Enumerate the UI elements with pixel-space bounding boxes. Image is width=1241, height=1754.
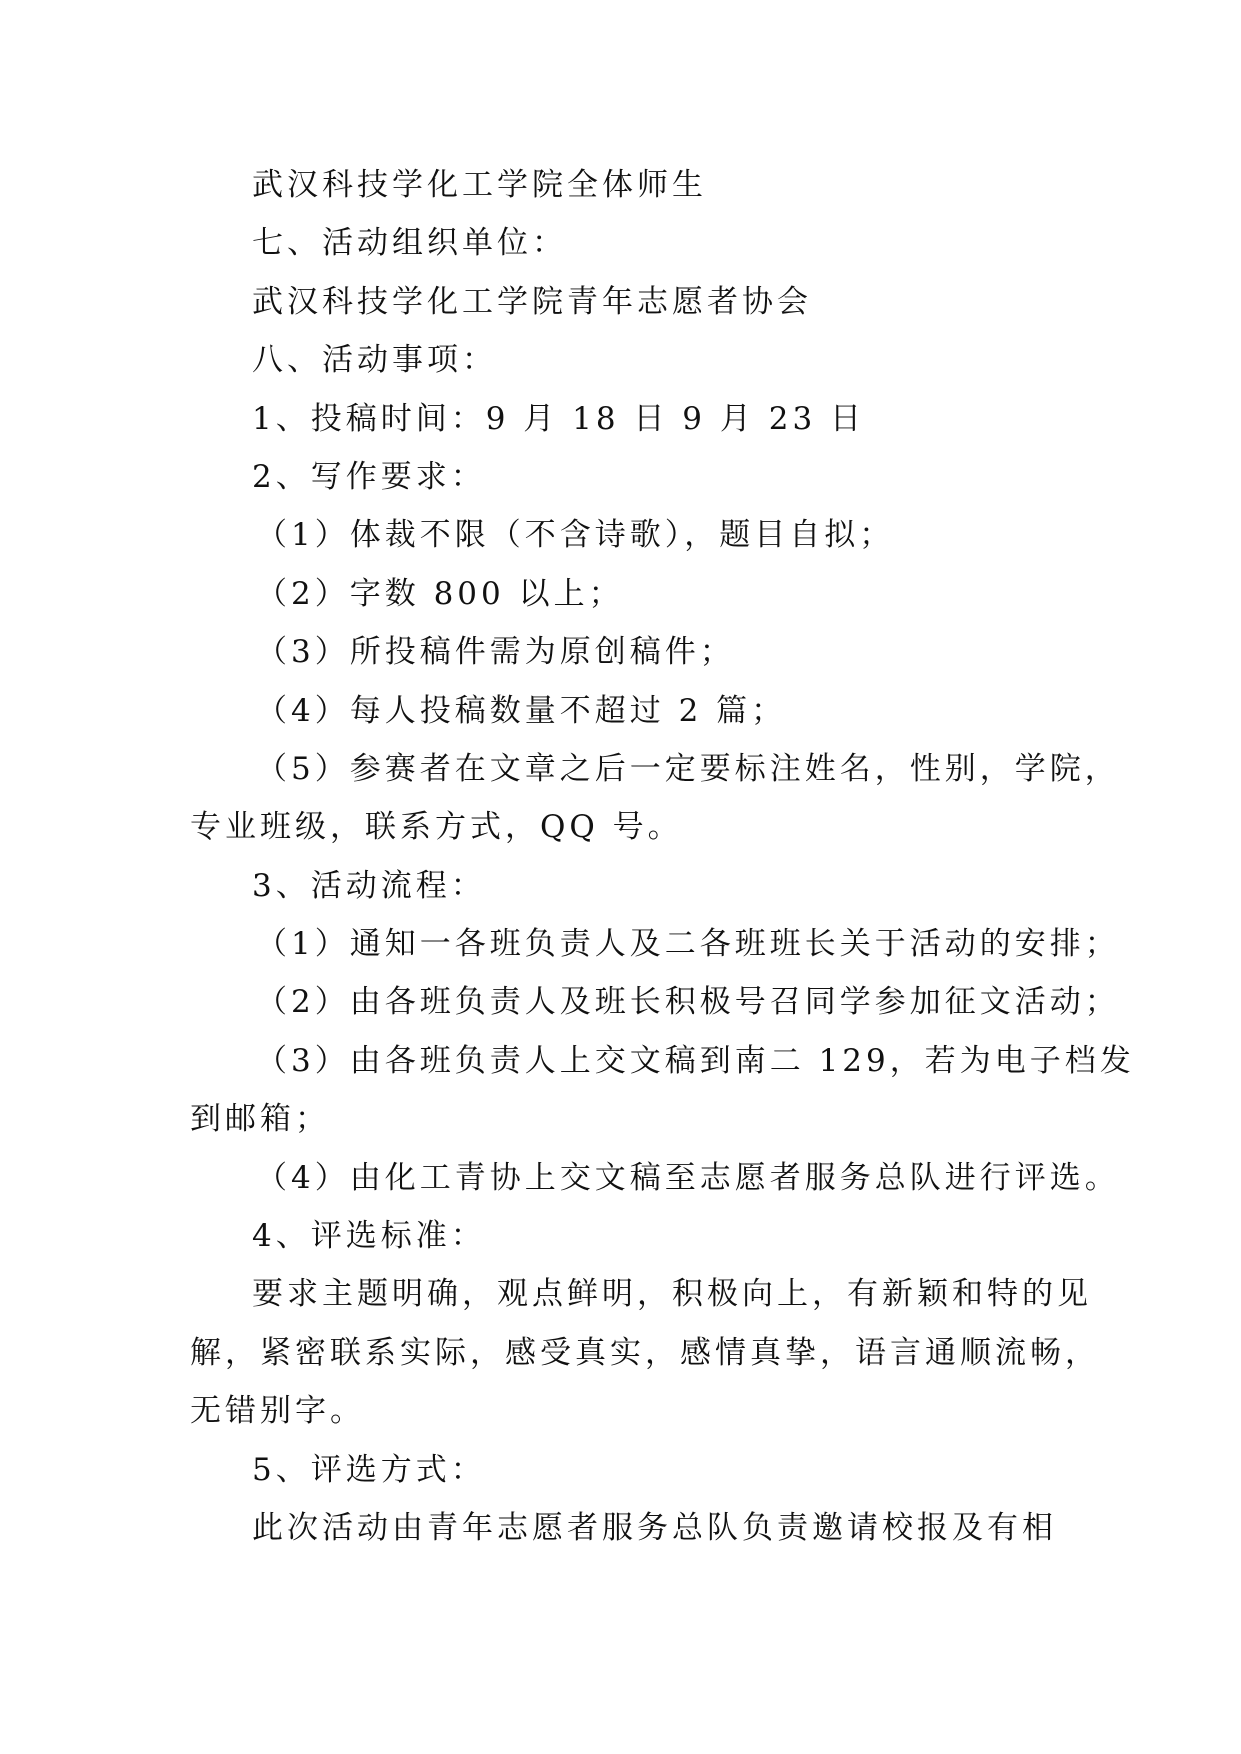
paragraph-continuation: 无错别字。 (190, 1393, 365, 1430)
paragraph-continuation: 解，紧密联系实际，感受真实，感情真挚，语言通顺流畅， (190, 1334, 1100, 1371)
sub-item: （2）由各班负责人及班长积极号召同学参加征文活动； (256, 984, 1120, 1021)
sub-item: （3）所投稿件需为原创稿件； (256, 634, 735, 671)
sub-item: （4）由化工青协上交文稿至志愿者服务总队进行评选。 (256, 1159, 1120, 1196)
item-heading: 1、投稿时间：9 月 18 日 9 月 23 日 (252, 400, 866, 437)
sub-item: （1）体裁不限（不含诗歌），题目自拟； (256, 517, 895, 554)
sub-item: （4）每人投稿数量不超过 2 篇； (256, 692, 787, 729)
document-body (190, 156, 1135, 1557)
paragraph-line: 武汉科技学化工学院全体师生 (252, 167, 707, 203)
item-heading: 5、评选方式： (252, 1451, 486, 1488)
item-heading: 3、活动流程： (252, 867, 486, 904)
section-heading: 七、活动组织单位： (252, 225, 567, 262)
sub-item: （1）通知一各班负责人及二各班班长关于活动的安排； (256, 926, 1120, 963)
paragraph-line: 武汉科技学化工学院青年志愿者协会 (252, 283, 812, 320)
sub-item: （3）由各班负责人上交文稿到南二 129，若为电子档发 (256, 1042, 1135, 1079)
paragraph-line: 此次活动由青年志愿者服务总队负责邀请校报及有相 (252, 1509, 1057, 1546)
item-heading: 2、写作要求： (252, 458, 486, 495)
section-heading: 八、活动事项： (252, 342, 497, 379)
item-heading: 4、评选标准： (252, 1218, 486, 1255)
sub-item: （5）参赛者在文章之后一定要标注姓名，性别，学院， (256, 750, 1120, 787)
sub-item: （2）字数 800 以上； (256, 575, 624, 612)
paragraph-line: 要求主题明确，观点鲜明，积极向上，有新颖和特的见 (252, 1276, 1092, 1313)
sub-item-continuation: 到邮箱； (190, 1101, 330, 1138)
sub-item-continuation: 专业班级，联系方式，QQ 号。 (190, 809, 683, 846)
